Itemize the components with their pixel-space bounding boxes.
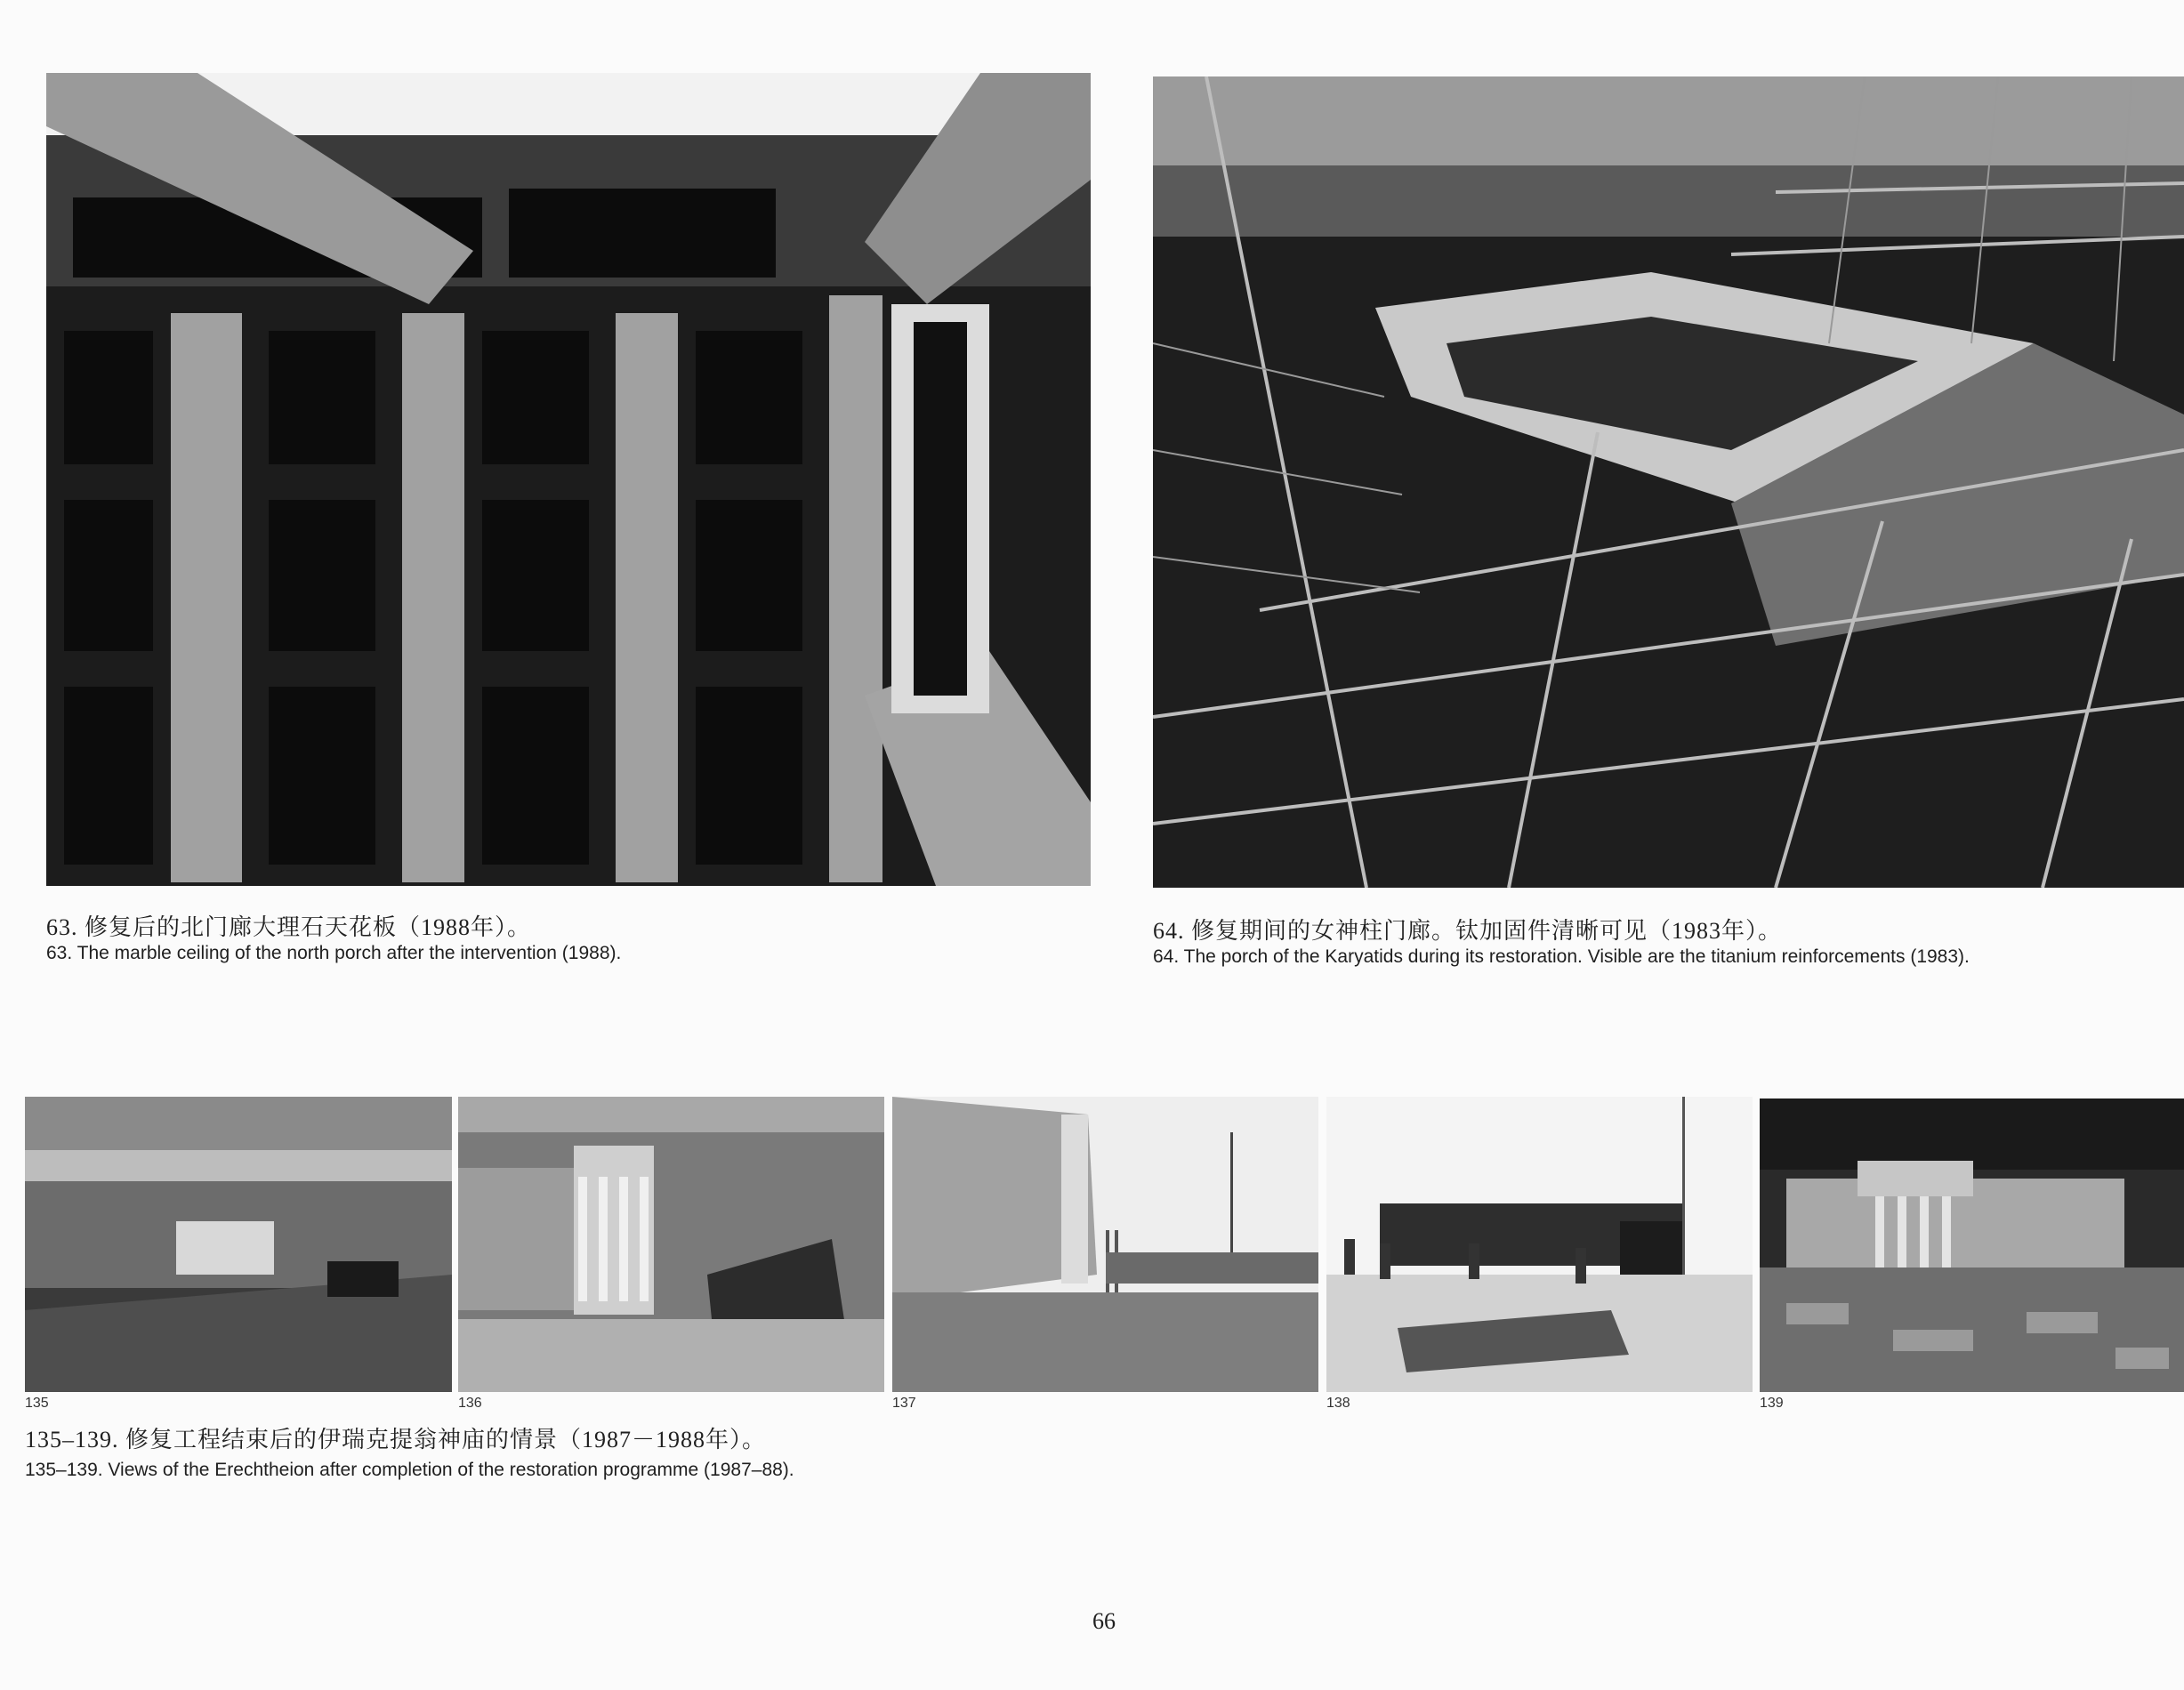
photo-number-139: 139	[1760, 1396, 1784, 1411]
photo-139-erechtheion-dark-sky	[1760, 1098, 2184, 1392]
caption-63-en: 63. The marble ceiling of the north porch after the intervention (1988).	[46, 943, 622, 963]
photo-number-135: 135	[25, 1396, 49, 1411]
photo-135-aerial-view	[25, 1097, 452, 1392]
caption-64-en: 64. The porch of the Karyatids during its restoration. Visible are the titanium reinforcements (1983).	[1153, 946, 1970, 967]
photo-64-karyatid-porch	[1153, 76, 2184, 888]
caption-135-139-en: 135–139. Views of the Erechtheion after completion of the restoration programme (1987–88).	[25, 1460, 794, 1480]
caption-135-139-zh: 135–139. 修复工程结束后的伊瑞克提翁神庙的情景（1987－1988年）。	[25, 1427, 767, 1453]
photo-number-138: 138	[1326, 1396, 1350, 1411]
photo-137-west-wall	[892, 1097, 1318, 1392]
photo-number-136: 136	[458, 1396, 482, 1411]
photo-63-marble-ceiling	[46, 73, 1091, 886]
caption-64-zh: 64. 修复期间的女神柱门廊。钛加固件清晰可见（1983年）。	[1153, 918, 1783, 944]
page-number: 66	[1092, 1608, 1116, 1634]
photo-number-137: 137	[892, 1396, 916, 1411]
photo-136-erechtheion-from-above	[458, 1097, 884, 1392]
photo-138-workers-on-site	[1326, 1097, 1753, 1392]
caption-63-zh: 63. 修复后的北门廊大理石天花板（1988年）。	[46, 914, 532, 940]
